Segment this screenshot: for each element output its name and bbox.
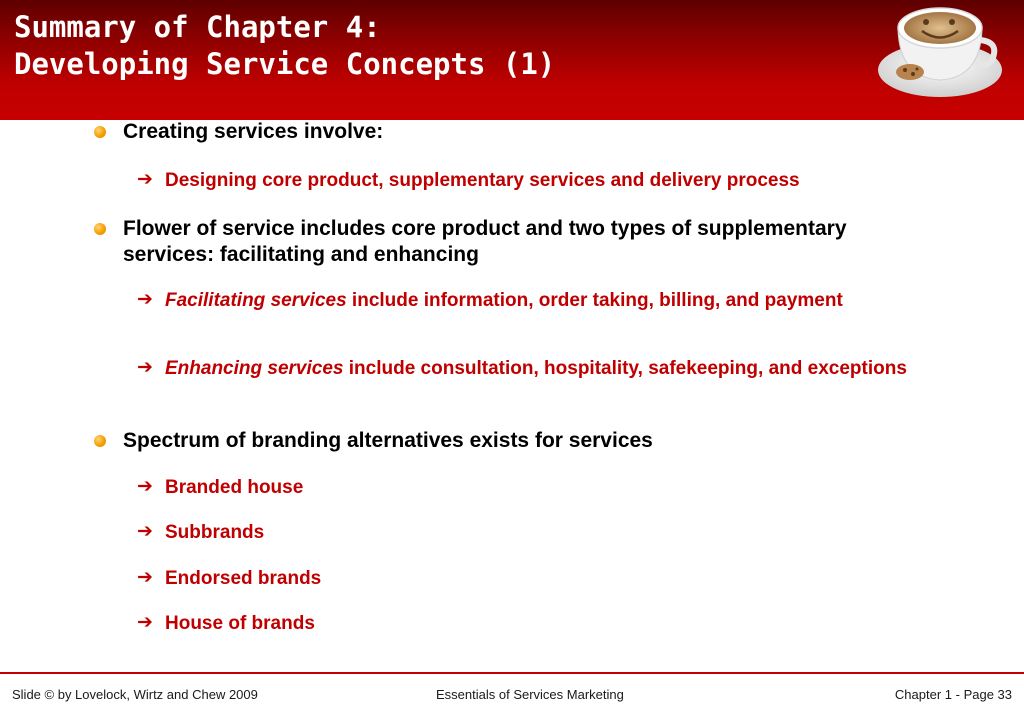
bullet-dot xyxy=(94,223,106,235)
sub-bullet-text: include information, order taking, billing, and payment xyxy=(346,290,843,311)
bullet-item: Spectrum of branding alternatives exists for services xyxy=(123,429,653,452)
footer-book-title: Essentials of Services Marketing xyxy=(436,687,624,702)
sub-bullet-item: Designing core product, supplementary services and delivery process xyxy=(165,170,800,191)
sub-bullet-item: House of brands xyxy=(165,613,315,634)
arrow-icon: ➔ xyxy=(137,567,153,588)
bullet-dot xyxy=(94,435,106,447)
slide-title-line-1: Summary of Chapter 4: xyxy=(14,10,381,44)
arrow-icon: ➔ xyxy=(137,476,153,497)
sub-bullet-term: Enhancing services xyxy=(165,358,344,379)
footer-page-number: Chapter 1 - Page 33 xyxy=(894,687,1012,702)
arrow-icon: ➔ xyxy=(137,169,153,190)
footer-divider xyxy=(0,672,1024,674)
slide-title-line-2: Developing Service Concepts (1) xyxy=(14,47,556,81)
sub-bullet-text: include consultation, hospitality, safekeeping, and exceptions xyxy=(343,358,907,379)
arrow-icon: ➔ xyxy=(137,357,153,378)
sub-bullet-item xyxy=(165,357,975,380)
footer-copyright: Slide © by Lovelock, Wirtz and Chew 2009 xyxy=(12,687,258,702)
bullet-item: Creating services involve: xyxy=(123,120,384,143)
arrow-icon: ➔ xyxy=(137,521,153,542)
arrow-icon: ➔ xyxy=(137,612,153,633)
sub-bullet-item: Branded house xyxy=(165,477,304,498)
sub-bullet-item: Subbrands xyxy=(165,522,265,543)
arrow-icon: ➔ xyxy=(137,289,153,310)
bullet-dot xyxy=(94,126,106,138)
sub-bullet-item: Endorsed brands xyxy=(165,568,322,589)
sub-bullet-term: Facilitating services xyxy=(165,290,347,311)
sub-bullet-item xyxy=(165,289,925,312)
bullet-item: Flower of service includes core product and two types of supplementary services: facilitating and enhancing xyxy=(123,217,847,266)
